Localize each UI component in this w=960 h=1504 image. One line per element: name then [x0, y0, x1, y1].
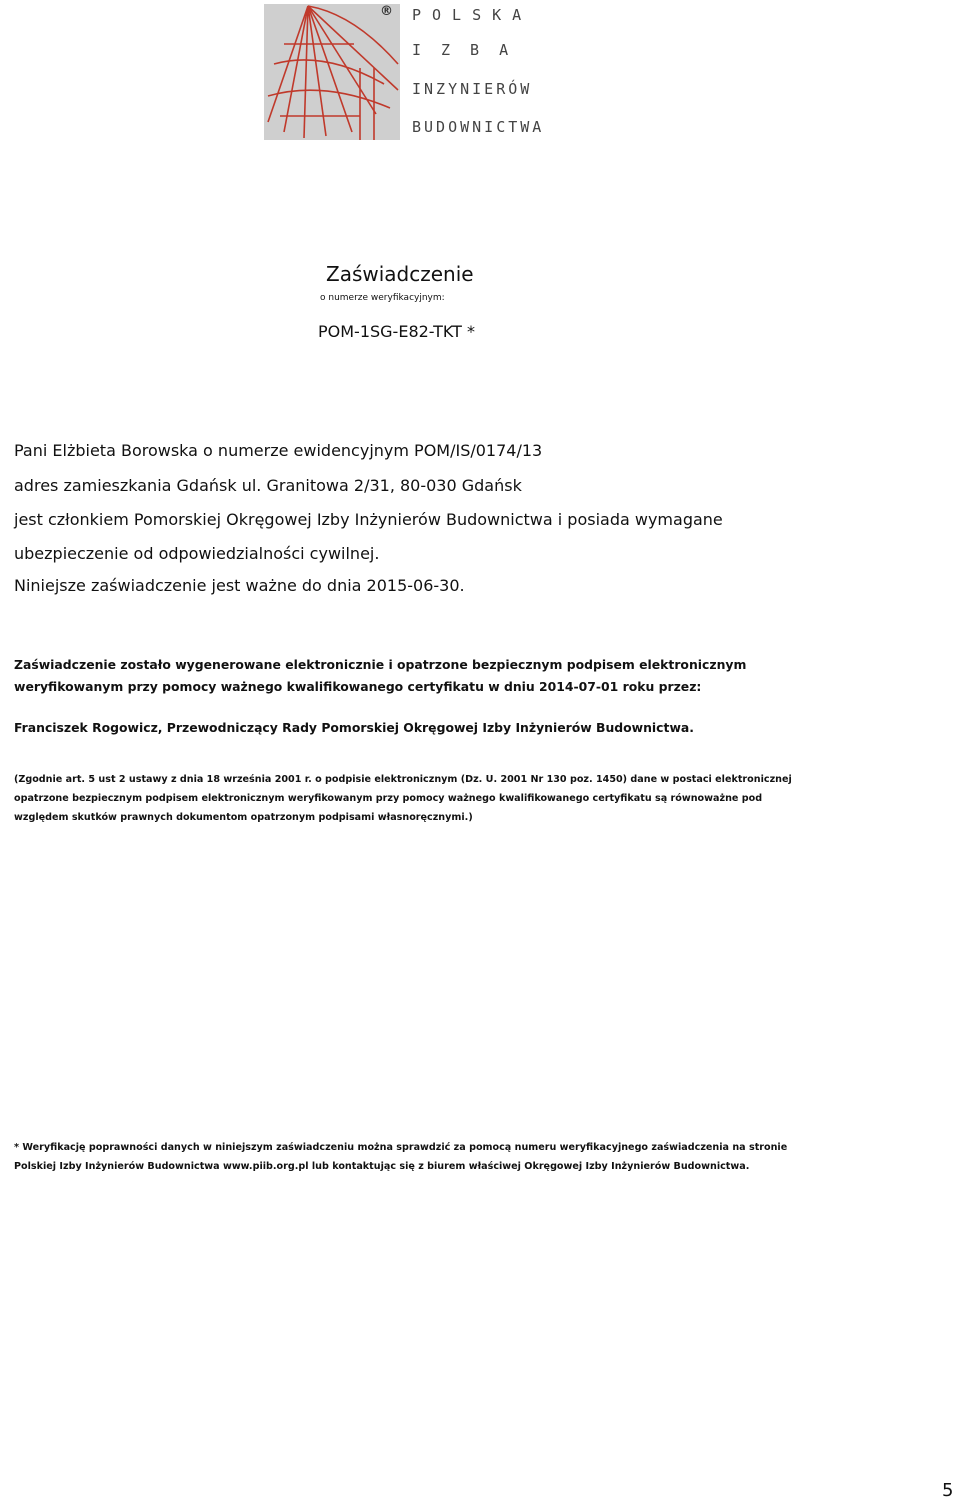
registered-mark: ®: [380, 4, 393, 19]
body-line-insurance: ubezpieczenie od odpowiedzialności cywilnej.: [14, 544, 380, 563]
logo-text-budownictwa: BUDOWNICTWA: [412, 118, 545, 136]
body-line-membership: jest członkiem Pomorskiej Okręgowej Izby Inżynierów Budownictwa i posiada wymagane: [14, 510, 723, 529]
logo-text-inzynierow: INZYNIERÓW: [412, 80, 533, 98]
electronic-signature-note: Zaświadczenie zostało wygenerowane elektronicznie i opatrzone bezpiecznym podpisem elektronicznym weryfikowanym przy pomocy ważnego kwalifikowanego certyfikatu w dniu 2014-07-01 roku przez:: [14, 657, 747, 694]
page-number: 5: [942, 1480, 954, 1501]
body-line-member: Pani Elżbieta Borowska o numerze ewidencyjnym POM/IS/0174/13: [14, 441, 543, 460]
verification-footnote: * Weryfikację poprawności danych w niniejszym zaświadczeniu można sprawdzić za pomocą numeru weryfikacyjnego zaświadczenia na stronie Polskiej Izby Inżynierów Budownictwa www.piib.org.pl lub kontaktując się z biurem właściwej Okręgowej Izby Inżynierów Budownictwa.: [14, 1142, 788, 1172]
verification-number: POM-1SG-E82-TKT *: [318, 322, 475, 341]
body-line-validity: Niniejsze zaświadczenie jest ważne do dnia 2015-06-30.: [14, 576, 465, 595]
signer-line: Franciszek Rogowicz, Przewodniczący Rady Pomorskiej Okręgowej Izby Inżynierów Budownictwa.: [14, 720, 694, 735]
document-title: Zaświadczenie: [326, 262, 474, 286]
logo-text-izba: IZBA: [412, 41, 529, 59]
document-subtitle: o numerze weryfikacyjnym:: [320, 293, 445, 303]
logo-text-polska: POLSKA: [412, 6, 533, 24]
body-line-address: adres zamieszkania Gdańsk ul. Granitowa 2/31, 80-030 Gdańsk: [14, 476, 522, 495]
piib-logo-mark-icon: [264, 4, 400, 140]
legal-note: (Zgodnie art. 5 ust 2 ustawy z dnia 18 września 2001 r. o podpisie elektronicznym (Dz. U. 2001 Nr 130 poz. 1450) dane w postaci elektronicznej opatrzone bezpiecznym podpisem elektronicznym weryfikowanym przy pomocy ważnego kwalifikowanego certyfikatu są równoważne pod względem skutków prawnych dokumentom opatrzonym podpisami własnoręcznymi.): [14, 774, 792, 823]
